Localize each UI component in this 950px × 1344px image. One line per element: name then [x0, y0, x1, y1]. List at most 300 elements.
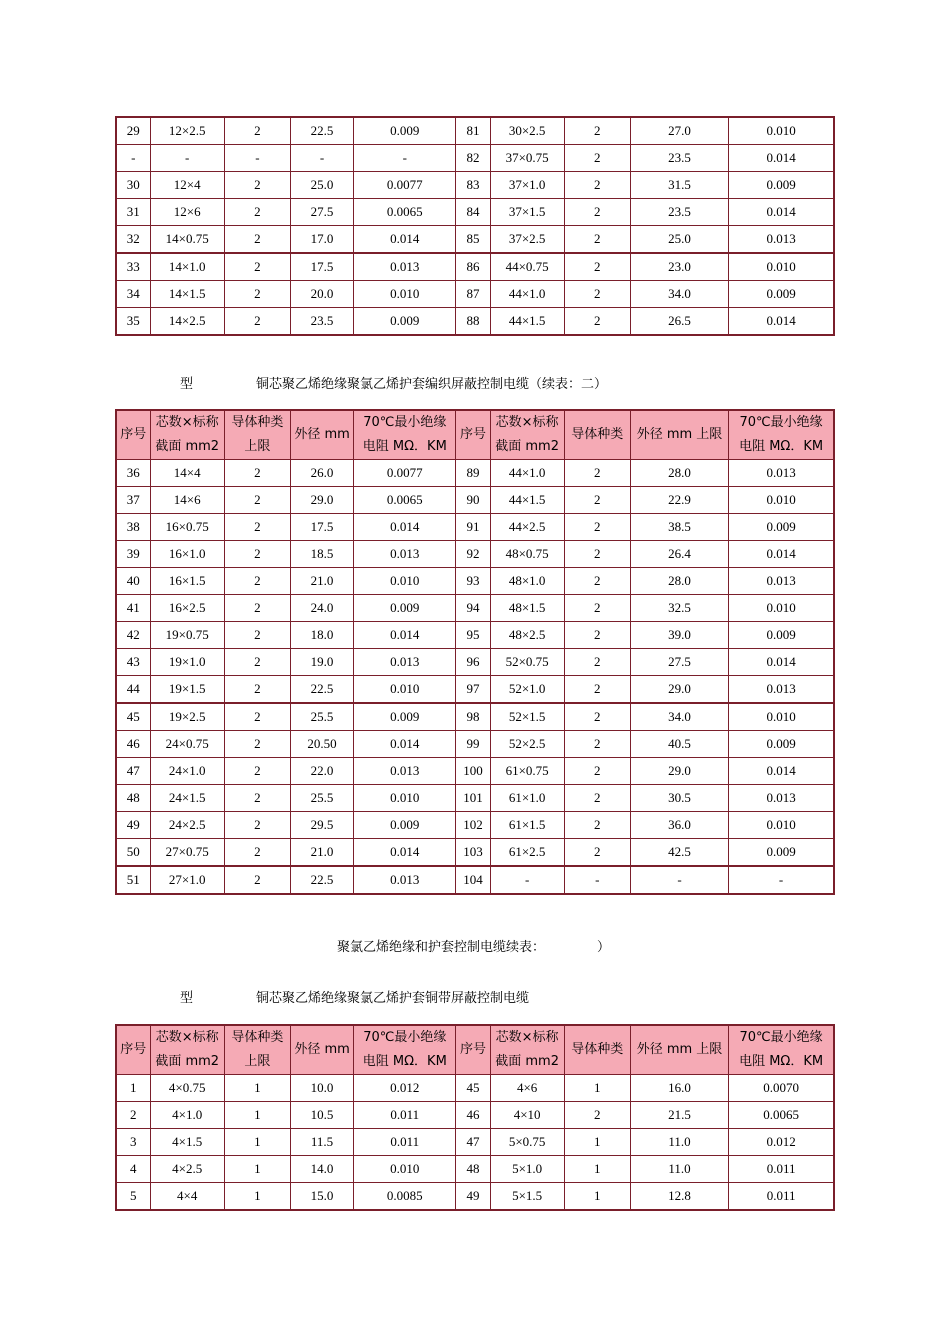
cell-seq: 32: [116, 226, 150, 254]
cell-outer-diameter: 17.5: [290, 514, 353, 541]
cell-outer-diameter: 14.0: [290, 1156, 353, 1183]
cell-outer-diameter: 11.5: [290, 1129, 353, 1156]
cell-conductor-type-right: 1: [564, 1156, 630, 1183]
cell-insulation-resistance-right: 0.010: [729, 812, 834, 839]
cell-seq-right: 96: [456, 649, 490, 676]
cell-conductor-type-right: 2: [564, 199, 630, 226]
cell-insulation-resistance-right: 0.0070: [729, 1075, 834, 1102]
cell-insulation-resistance-right: 0.011: [729, 1183, 834, 1211]
cell-conductor-type: 2: [224, 117, 290, 145]
table-2-prefix: 型: [180, 377, 194, 392]
cell-cores-section: 24×1.5: [150, 785, 224, 812]
table-row: [116, 622, 834, 649]
cell-insulation-resistance-right: 0.009: [729, 839, 834, 867]
header-insulation-line1: 70℃最小绝缘: [363, 1030, 447, 1045]
cell-conductor-type-right: 2: [564, 460, 630, 487]
cell-insulation-resistance-right: 0.009: [729, 172, 834, 199]
cell-outer-diameter: 17.0: [290, 226, 353, 254]
cell-insulation-resistance-right: 0.010: [729, 117, 834, 145]
table-row: [116, 226, 834, 254]
cell-conductor-type-right: 2: [564, 281, 630, 308]
cell-insulation-resistance: 0.014: [354, 731, 456, 758]
cell-cores-section-right: 37×1.0: [490, 172, 564, 199]
table-row: [116, 541, 834, 568]
cell-outer-diameter-right: 26.5: [630, 308, 728, 336]
cell-cores-section-right: 5×1.0: [490, 1156, 564, 1183]
cell-outer-diameter: 27.5: [290, 199, 353, 226]
cell-outer-diameter: 21.0: [290, 839, 353, 867]
cell-insulation-resistance-right: 0.013: [729, 460, 834, 487]
cell-insulation-resistance: 0.0077: [354, 172, 456, 199]
cell-outer-diameter-right: 28.0: [630, 460, 728, 487]
cell-seq-right: 98: [456, 703, 490, 731]
cell-outer-diameter: 22.5: [290, 866, 353, 894]
cell-cores-section-right: 37×0.75: [490, 145, 564, 172]
cell-insulation-resistance: 0.0077: [354, 460, 456, 487]
table-body: [116, 460, 834, 895]
cell-seq: 40: [116, 568, 150, 595]
cell-conductor-type-right: 2: [564, 514, 630, 541]
cell-outer-diameter-right: 23.0: [630, 253, 728, 281]
cell-insulation-resistance: 0.009: [354, 812, 456, 839]
cell-cores-section: 24×2.5: [150, 812, 224, 839]
cell-cores-section-right: 44×1.0: [490, 281, 564, 308]
cell-outer-diameter: 23.5: [290, 308, 353, 336]
cell-conductor-type: 2: [224, 649, 290, 676]
cell-insulation-resistance-right: 0.009: [729, 281, 834, 308]
cell-seq: 29: [116, 117, 150, 145]
table-row: [116, 676, 834, 704]
cell-insulation-resistance: 0.010: [354, 281, 456, 308]
cell-outer-diameter-right: 16.0: [630, 1075, 728, 1102]
cell-conductor-type: 2: [224, 487, 290, 514]
cell-seq-right: 46: [456, 1102, 490, 1129]
cell-seq: 30: [116, 172, 150, 199]
cell-seq-right: 103: [456, 839, 490, 867]
cell-cores-section: 14×6: [150, 487, 224, 514]
cell-seq: 3: [116, 1129, 150, 1156]
header-cores: [150, 410, 224, 460]
header-seq-right: 序号: [456, 1025, 490, 1075]
cell-seq: 2: [116, 1102, 150, 1129]
cell-cores-section-right: 4×10: [490, 1102, 564, 1129]
cell-cores-section: 12×6: [150, 199, 224, 226]
header-outer-diameter-right: 外径 mm 上限: [630, 1025, 728, 1075]
cell-conductor-type: 2: [224, 199, 290, 226]
cell-seq: 48: [116, 785, 150, 812]
series-caption-paren: ）: [597, 940, 611, 955]
cell-outer-diameter-right: 23.5: [630, 145, 728, 172]
cell-cores-section-right: 37×1.5: [490, 199, 564, 226]
table-row: [116, 253, 834, 281]
cell-outer-diameter-right: 42.5: [630, 839, 728, 867]
cell-outer-diameter-right: 36.0: [630, 812, 728, 839]
cell-seq-right: 81: [456, 117, 490, 145]
cell-seq-right: 102: [456, 812, 490, 839]
cell-conductor-type: 1: [224, 1183, 290, 1211]
cell-insulation-resistance-right: 0.009: [729, 622, 834, 649]
cell-insulation-resistance-right: 0.010: [729, 253, 834, 281]
cell-conductor-type: 2: [224, 281, 290, 308]
header-insulation-right-line1: 70℃最小绝缘: [739, 415, 823, 430]
cell-outer-diameter: 25.5: [290, 703, 353, 731]
cell-seq: 36: [116, 460, 150, 487]
cell-insulation-resistance-right: 0.013: [729, 785, 834, 812]
cell-conductor-type-right: 2: [564, 487, 630, 514]
header-seq: 序号: [116, 1025, 150, 1075]
cell-insulation-resistance: 0.0065: [354, 199, 456, 226]
cell-seq: 51: [116, 866, 150, 894]
cell-insulation-resistance-right: 0.010: [729, 487, 834, 514]
cell-seq-right: 87: [456, 281, 490, 308]
cell-conductor-type-right: 2: [564, 1102, 630, 1129]
cell-seq-right: 95: [456, 622, 490, 649]
cell-conductor-type: 2: [224, 226, 290, 254]
cell-seq: 47: [116, 758, 150, 785]
cell-insulation-resistance-right: 0.0065: [729, 1102, 834, 1129]
table-row: [116, 1183, 834, 1211]
cell-conductor-type: 2: [224, 676, 290, 704]
header-insulation-right-line2: 电阻 MΩ．KM: [739, 1054, 824, 1069]
cell-cores-section-right: 44×1.5: [490, 487, 564, 514]
cell-cores-section-right: 37×2.5: [490, 226, 564, 254]
table-row: [116, 117, 834, 145]
cell-outer-diameter-right: 34.0: [630, 281, 728, 308]
header-outer-diameter: 外径 mm: [290, 410, 353, 460]
cell-cores-section-right: 52×0.75: [490, 649, 564, 676]
cell-insulation-resistance: 0.011: [354, 1129, 456, 1156]
cell-cores-section: 14×1.0: [150, 253, 224, 281]
cell-seq: 1: [116, 1075, 150, 1102]
cell-outer-diameter-right: 27.0: [630, 117, 728, 145]
header-insulation-right-line2: 电阻 MΩ．KM: [739, 439, 824, 454]
cell-seq: 38: [116, 514, 150, 541]
table-row: [116, 866, 834, 894]
header-cores-line2: 截面 mm2: [155, 1054, 220, 1069]
cell-seq-right: 84: [456, 199, 490, 226]
cell-outer-diameter: 25.5: [290, 785, 353, 812]
header-cores-line1: 芯数×标称: [155, 1030, 219, 1045]
cell-conductor-type-right: 2: [564, 703, 630, 731]
cell-outer-diameter: 19.0: [290, 649, 353, 676]
cable-spec-table-2: [115, 409, 835, 895]
cell-conductor-type: 2: [224, 460, 290, 487]
cell-seq-right: 82: [456, 145, 490, 172]
header-conductor-line2: 上限: [244, 439, 271, 454]
table-row: [116, 595, 834, 622]
cell-insulation-resistance: 0.012: [354, 1075, 456, 1102]
cell-seq: 44: [116, 676, 150, 704]
cell-insulation-resistance-right: 0.009: [729, 514, 834, 541]
cell-conductor-type-right: 2: [564, 785, 630, 812]
table-row: [116, 649, 834, 676]
table-row: [116, 812, 834, 839]
cable-spec-table-1: [115, 116, 835, 336]
cell-seq: -: [116, 145, 150, 172]
cell-cores-section: 27×1.0: [150, 866, 224, 894]
cell-conductor-type-right: 2: [564, 308, 630, 336]
cell-outer-diameter-right: 28.0: [630, 568, 728, 595]
cell-seq-right: 48: [456, 1156, 490, 1183]
table-row: [116, 758, 834, 785]
header-cores-right: [490, 410, 564, 460]
cell-insulation-resistance: 0.0065: [354, 487, 456, 514]
cell-cores-section-right: 44×1.0: [490, 460, 564, 487]
cell-seq-right: 88: [456, 308, 490, 336]
cell-conductor-type-right: 2: [564, 226, 630, 254]
table-row: [116, 308, 834, 336]
cell-outer-diameter-right: -: [630, 866, 728, 894]
cell-outer-diameter-right: 31.5: [630, 172, 728, 199]
cell-conductor-type: 1: [224, 1156, 290, 1183]
cell-outer-diameter-right: 21.5: [630, 1102, 728, 1129]
cell-cores-section: 14×2.5: [150, 308, 224, 336]
table-body: [116, 117, 834, 335]
cell-insulation-resistance: 0.010: [354, 1156, 456, 1183]
header-cores-right-line2: 截面 mm2: [495, 1054, 559, 1069]
cell-seq-right: 100: [456, 758, 490, 785]
header-insulation: [354, 1025, 456, 1075]
header-cores-right-line2: 截面 mm2: [495, 439, 559, 454]
header-insulation-line1: 70℃最小绝缘: [363, 415, 447, 430]
header-cores-line2: 截面 mm2: [155, 439, 220, 454]
cell-outer-diameter: 22.5: [290, 117, 353, 145]
cell-conductor-type: 2: [224, 622, 290, 649]
cell-seq: 4: [116, 1156, 150, 1183]
cell-cores-section: 24×0.75: [150, 731, 224, 758]
cell-insulation-resistance-right: 0.014: [729, 199, 834, 226]
table-row: [116, 281, 834, 308]
cell-seq-right: 91: [456, 514, 490, 541]
table-row: [116, 568, 834, 595]
table-header: [116, 1025, 834, 1075]
cell-seq: 49: [116, 812, 150, 839]
cell-seq: 46: [116, 731, 150, 758]
table-row: [116, 1075, 834, 1102]
cell-insulation-resistance: -: [354, 145, 456, 172]
cell-insulation-resistance: 0.0085: [354, 1183, 456, 1211]
cell-outer-diameter-right: 25.0: [630, 226, 728, 254]
cell-outer-diameter: 29.0: [290, 487, 353, 514]
cell-outer-diameter: 24.0: [290, 595, 353, 622]
header-conductor-right: 导体种类: [564, 410, 630, 460]
cell-cores-section: 14×1.5: [150, 281, 224, 308]
cell-seq: 33: [116, 253, 150, 281]
cell-insulation-resistance: 0.009: [354, 703, 456, 731]
header-seq-right: 序号: [456, 410, 490, 460]
cell-outer-diameter-right: 12.8: [630, 1183, 728, 1211]
cell-seq: 45: [116, 703, 150, 731]
table-row: [116, 514, 834, 541]
header-outer-diameter: 外径 mm: [290, 1025, 353, 1075]
table-row: [116, 1156, 834, 1183]
header-conductor-line1: 导体种类: [231, 415, 284, 430]
header-conductor-line2: 上限: [244, 1054, 271, 1069]
cell-cores-section-right: 48×1.5: [490, 595, 564, 622]
cell-conductor-type-right: 2: [564, 568, 630, 595]
cell-conductor-type: 2: [224, 812, 290, 839]
cell-cores-section: 16×1.0: [150, 541, 224, 568]
cell-seq-right: 99: [456, 731, 490, 758]
cell-seq-right: 94: [456, 595, 490, 622]
cell-cores-section: 12×2.5: [150, 117, 224, 145]
header-conductor-line1: 导体种类: [231, 1030, 284, 1045]
cell-cores-section: -: [150, 145, 224, 172]
cell-seq-right: 90: [456, 487, 490, 514]
cell-seq: 37: [116, 487, 150, 514]
cell-conductor-type: 2: [224, 839, 290, 867]
cell-conductor-type-right: 2: [564, 649, 630, 676]
cell-cores-section: 4×0.75: [150, 1075, 224, 1102]
cell-insulation-resistance: 0.014: [354, 514, 456, 541]
cell-conductor-type-right: 1: [564, 1129, 630, 1156]
cell-cores-section: 4×4: [150, 1183, 224, 1211]
cell-cores-section: 16×1.5: [150, 568, 224, 595]
cell-cores-section: 19×0.75: [150, 622, 224, 649]
cell-insulation-resistance: 0.013: [354, 866, 456, 894]
cell-outer-diameter: 17.5: [290, 253, 353, 281]
table-header: [116, 410, 834, 460]
cell-insulation-resistance-right: 0.009: [729, 731, 834, 758]
cell-outer-diameter-right: 27.5: [630, 649, 728, 676]
cell-cores-section-right: 48×1.0: [490, 568, 564, 595]
cell-conductor-type: 2: [224, 253, 290, 281]
cell-outer-diameter: 18.0: [290, 622, 353, 649]
cell-cores-section-right: 52×1.5: [490, 703, 564, 731]
cell-insulation-resistance: 0.014: [354, 622, 456, 649]
cell-outer-diameter: 10.5: [290, 1102, 353, 1129]
cell-seq-right: 45: [456, 1075, 490, 1102]
table-body: [116, 1075, 834, 1211]
cell-seq: 31: [116, 199, 150, 226]
header-cores-right-line1: 芯数×标称: [495, 415, 559, 430]
cell-cores-section-right: 61×1.0: [490, 785, 564, 812]
cell-seq-right: 86: [456, 253, 490, 281]
cell-cores-section: 14×4: [150, 460, 224, 487]
cell-outer-diameter: 20.0: [290, 281, 353, 308]
cell-conductor-type-right: -: [564, 866, 630, 894]
cell-insulation-resistance: 0.013: [354, 649, 456, 676]
cell-insulation-resistance-right: 0.014: [729, 541, 834, 568]
cell-outer-diameter: 22.5: [290, 676, 353, 704]
table-row: [116, 199, 834, 226]
cell-conductor-type: 2: [224, 731, 290, 758]
cell-conductor-type-right: 2: [564, 839, 630, 867]
cell-seq: 39: [116, 541, 150, 568]
cell-insulation-resistance: 0.013: [354, 253, 456, 281]
cell-outer-diameter: 22.0: [290, 758, 353, 785]
cell-conductor-type-right: 2: [564, 595, 630, 622]
cell-outer-diameter: 29.5: [290, 812, 353, 839]
cell-cores-section: 16×2.5: [150, 595, 224, 622]
header-insulation-right: [729, 410, 834, 460]
header-conductor: [224, 1025, 290, 1075]
header-cores-right-line1: 芯数×标称: [495, 1030, 559, 1045]
cell-cores-section-right: 5×1.5: [490, 1183, 564, 1211]
table-2-title: 铜芯聚乙烯绝缘聚氯乙烯护套编织屏蔽控制电缆（续表：二）: [256, 377, 608, 392]
cell-outer-diameter-right: 29.0: [630, 676, 728, 704]
cell-insulation-resistance-right: 0.013: [729, 226, 834, 254]
cell-conductor-type: 1: [224, 1102, 290, 1129]
header-insulation: [354, 410, 456, 460]
cell-cores-section: 14×0.75: [150, 226, 224, 254]
cell-outer-diameter-right: 34.0: [630, 703, 728, 731]
cell-cores-section-right: 61×0.75: [490, 758, 564, 785]
cell-outer-diameter-right: 39.0: [630, 622, 728, 649]
cell-conductor-type: 2: [224, 514, 290, 541]
cell-seq-right: 49: [456, 1183, 490, 1211]
cell-insulation-resistance: 0.009: [354, 308, 456, 336]
cell-cores-section-right: 4×6: [490, 1075, 564, 1102]
cell-insulation-resistance-right: 0.011: [729, 1156, 834, 1183]
cell-cores-section-right: 61×1.5: [490, 812, 564, 839]
cell-conductor-type: 2: [224, 703, 290, 731]
cell-insulation-resistance: 0.014: [354, 226, 456, 254]
header-cores-right: [490, 1025, 564, 1075]
header-insulation-line2: 电阻 MΩ．KM: [362, 1054, 447, 1069]
cell-conductor-type-right: 2: [564, 172, 630, 199]
table-row: [116, 172, 834, 199]
cell-outer-diameter: 10.0: [290, 1075, 353, 1102]
cell-seq-right: 89: [456, 460, 490, 487]
header-insulation-line2: 电阻 MΩ．KM: [362, 439, 447, 454]
cell-cores-section-right: 44×1.5: [490, 308, 564, 336]
table-row: [116, 839, 834, 867]
table-row: [116, 460, 834, 487]
cell-seq: 41: [116, 595, 150, 622]
cell-seq-right: 83: [456, 172, 490, 199]
cell-conductor-type: 2: [224, 568, 290, 595]
cell-outer-diameter-right: 38.5: [630, 514, 728, 541]
cell-seq: 50: [116, 839, 150, 867]
table-row: [116, 145, 834, 172]
table-row: [116, 1102, 834, 1129]
cell-cores-section: 16×0.75: [150, 514, 224, 541]
cell-insulation-resistance-right: 0.010: [729, 703, 834, 731]
cell-seq: 34: [116, 281, 150, 308]
cell-conductor-type-right: 2: [564, 145, 630, 172]
cable-spec-table-3: [115, 1024, 835, 1211]
cell-outer-diameter-right: 29.0: [630, 758, 728, 785]
cell-conductor-type-right: 2: [564, 253, 630, 281]
header-conductor: [224, 410, 290, 460]
cell-outer-diameter: 21.0: [290, 568, 353, 595]
cell-seq: 43: [116, 649, 150, 676]
cell-outer-diameter: 20.50: [290, 731, 353, 758]
cell-insulation-resistance-right: 0.014: [729, 758, 834, 785]
cell-conductor-type-right: 2: [564, 731, 630, 758]
cell-conductor-type: 2: [224, 785, 290, 812]
cell-outer-diameter-right: 11.0: [630, 1129, 728, 1156]
cell-insulation-resistance-right: -: [729, 866, 834, 894]
cell-outer-diameter: 26.0: [290, 460, 353, 487]
table-row: [116, 731, 834, 758]
cell-cores-section-right: 52×2.5: [490, 731, 564, 758]
cell-outer-diameter-right: 11.0: [630, 1156, 728, 1183]
cell-cores-section-right: 48×0.75: [490, 541, 564, 568]
cell-conductor-type: 2: [224, 866, 290, 894]
cell-outer-diameter-right: 30.5: [630, 785, 728, 812]
cell-insulation-resistance: 0.010: [354, 568, 456, 595]
cell-outer-diameter: 18.5: [290, 541, 353, 568]
cell-insulation-resistance-right: 0.014: [729, 145, 834, 172]
header-outer-diameter-right: 外径 mm 上限: [630, 410, 728, 460]
cell-cores-section: 4×1.0: [150, 1102, 224, 1129]
cell-cores-section: 27×0.75: [150, 839, 224, 867]
cell-cores-section: 12×4: [150, 172, 224, 199]
header-insulation-right-line1: 70℃最小绝缘: [739, 1030, 823, 1045]
cell-conductor-type-right: 2: [564, 622, 630, 649]
